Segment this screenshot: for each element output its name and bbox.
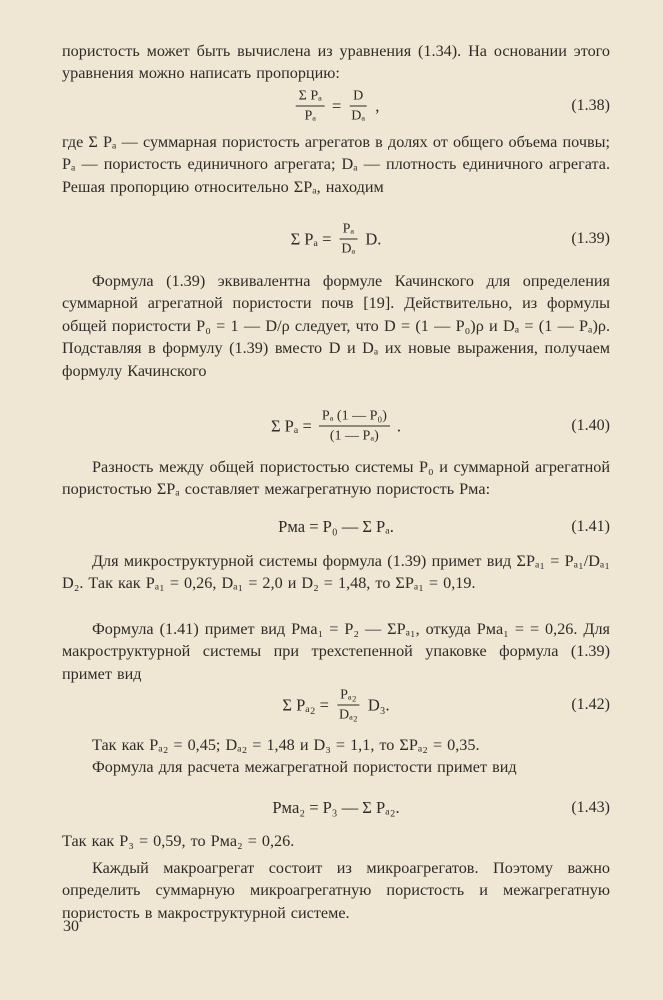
formula-tail: ,	[375, 96, 380, 115]
numerator: Pₐ	[340, 221, 358, 240]
paragraph-4: Разность между общей пористостью системы P₀ и суммарной агрегатной пористостью ΣPₐ составляет межагрегатную пористость Pмa:	[62, 458, 610, 499]
equation-1-39-formula	[291, 221, 382, 258]
paragraph-1: пористость может быть вычислена из уравнения (1.34). На основании этого уравнения можно написать пропорцию:	[62, 42, 610, 83]
equation-1-38-formula	[293, 88, 380, 125]
equation-1-41-formula: Pмa = P₀ — Σ Pₐ.	[278, 517, 394, 536]
denominator: (1 — Pₐ)	[329, 428, 379, 444]
formula-tail: D₃.	[367, 695, 390, 714]
paragraph-2: где Σ Pₐ — суммарная пористость агрегатов в долях от общего объема почвы; Pₐ — пористость единичного агрегата; Dₐ — плотность единичного агрегата. Решая пропорцию относительно ΣPₐ, находим	[62, 133, 610, 196]
formula-tail: D.	[365, 229, 382, 248]
fraction-rhs	[348, 88, 368, 125]
numerator: Σ Pₐ	[296, 88, 325, 107]
equation-1-41	[62, 507, 610, 547]
denominator: Dₐ	[341, 241, 356, 257]
fraction	[338, 221, 358, 258]
numerator: Pₐ₂	[337, 687, 360, 706]
equation-1-42	[62, 685, 610, 725]
fraction	[336, 687, 361, 724]
numerator: Pₐ (1 — P₀)	[319, 408, 390, 427]
numerator: D	[350, 88, 366, 107]
denominator: Dₐ	[351, 108, 366, 124]
page-number: 30	[63, 918, 79, 935]
equation-number: (1.41)	[571, 518, 610, 535]
paragraph-6: Формула (1.41) примет вид Pмa₁ = P₂ — ΣPₐ₁, откуда Pмa₁ = = 0,26. Для макроструктурной системы при трехстепенной упаковке формула (1.39) примет вид	[62, 620, 610, 683]
equation-number: (1.42)	[571, 696, 610, 713]
equation-1-42-formula	[282, 687, 389, 724]
paragraph-5: Для микроструктурной системы формула (1.39) примет вид ΣPₐ₁ = Pₐ₁/Dₐ₁ D₂. Так как Pₐ₁ = 0,26, Dₐ₁ = 2,0 и D₂ = 1,48, то ΣPₐ₁ = 0,19.	[62, 552, 610, 593]
equation-1-38	[62, 86, 610, 126]
paragraph-8: Формула для расчета межагрегатной пористости примет вид	[92, 758, 517, 776]
formula-lhs: Σ Pₐ =	[270, 416, 312, 435]
formula-tail: .	[396, 416, 402, 435]
equation-1-40	[62, 406, 610, 446]
equation-number: (1.40)	[571, 417, 610, 434]
equation-1-43	[62, 788, 610, 828]
equation-number: (1.43)	[571, 799, 610, 816]
equation-1-40-formula	[271, 408, 401, 445]
formula-lhs: Σ Pₐ₂ =	[282, 695, 329, 714]
equals-sign: =	[331, 96, 342, 115]
paragraph-3: Формула (1.39) эквивалентна формуле Качинского для определения суммарной агрегатной пористости почв [19]. Действительно, из формулы общей пористости P₀ = 1 — D/ρ следует, что D = (1 — P₀)ρ и Dₐ = (1 — Pₐ)ρ. Подставляя в формулу (1.39) вместо D и Dₐ их новые выражения, получаем формулу Качинского	[62, 272, 610, 380]
equation-number: (1.38)	[571, 97, 610, 114]
equation-1-43-formula: Pмa₂ = P₃ — Σ Pₐ₂.	[272, 798, 400, 817]
fraction	[319, 408, 390, 445]
equation-1-39	[62, 219, 610, 259]
paragraph-7: Так как Pₐ₂ = 0,45; Dₐ₂ = 1,48 и D₃ = 1,1, то ΣPₐ₂ = 0,35.	[92, 736, 480, 754]
fraction-lhs	[296, 88, 325, 125]
paragraph-10: Каждый макроагрегат состоит из микроагрегатов. Поэтому важно определить суммарную микроагрегатную пористость и межагрегатную пористость в макроструктурной системе.	[62, 859, 610, 922]
denominator: Dₐ₂	[338, 707, 358, 723]
equation-number: (1.39)	[571, 230, 610, 247]
formula-lhs: Σ Pₐ =	[290, 229, 332, 248]
paragraph-9: Так как P₃ = 0,59, то Pмa₂ = 0,26.	[62, 832, 295, 850]
denominator: Pₐ	[304, 108, 317, 124]
